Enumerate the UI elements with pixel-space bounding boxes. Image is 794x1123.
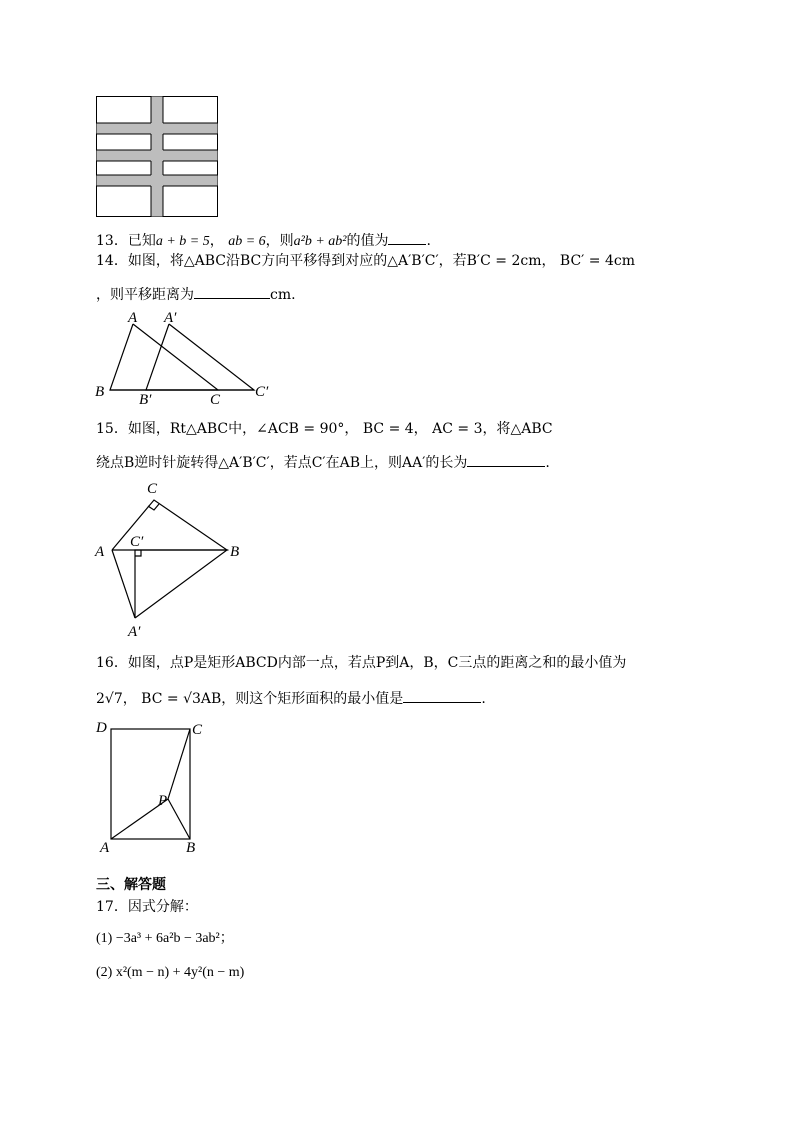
question-13 bbox=[96, 230, 431, 251]
unit-text: cm. bbox=[270, 287, 296, 303]
question-17 bbox=[96, 898, 198, 916]
answer-blank[interactable] bbox=[467, 452, 545, 467]
question-16-line-1 bbox=[96, 654, 626, 672]
label-P: P bbox=[158, 793, 168, 809]
question-text: ，则 bbox=[265, 233, 294, 249]
triangle-a-prime-b-prime-c-prime bbox=[135, 550, 227, 618]
period: . bbox=[545, 455, 550, 471]
question-14-line-1 bbox=[96, 252, 635, 270]
section-heading: 三、解答题 bbox=[96, 877, 166, 893]
question-text: 的值为 bbox=[346, 233, 389, 249]
question-text: 因式分解： bbox=[127, 899, 198, 915]
question-16-line-2 bbox=[96, 688, 486, 708]
question-number: 13． bbox=[96, 233, 128, 249]
question-text: 绕点B逆时针旋转得△A′B′C′，若点C′在AB上，则AA′的长为 bbox=[96, 455, 468, 471]
condition-sum: a + b = 5 bbox=[155, 234, 210, 249]
answer-blank[interactable] bbox=[403, 688, 481, 703]
label-C: C bbox=[147, 481, 158, 497]
label-C: C bbox=[192, 722, 203, 738]
horizontal-road-2 bbox=[97, 150, 218, 161]
question-14-line-2 bbox=[96, 284, 296, 304]
question-text: 如图，Rt△ABC中，∠ACB = 90°， BC = 4， AC = 3，将△ABC bbox=[127, 421, 553, 437]
question-number: 16． bbox=[96, 655, 128, 671]
label-C-prime: C′ bbox=[255, 384, 269, 400]
triangle-abc bbox=[110, 324, 218, 390]
question-number: 15． bbox=[96, 421, 128, 437]
label-B-prime: B′ bbox=[139, 392, 152, 408]
label-A-prime: A′ bbox=[128, 624, 141, 640]
label-D: D bbox=[96, 720, 107, 736]
question-number: 14． bbox=[96, 253, 128, 269]
label-C: C bbox=[210, 392, 221, 408]
label-A: A bbox=[128, 310, 138, 326]
horizontal-road-1 bbox=[97, 123, 218, 134]
label-B: B bbox=[186, 840, 196, 856]
label-B: B bbox=[230, 544, 240, 560]
rotation-figure bbox=[90, 478, 250, 640]
question-15-line-2 bbox=[96, 452, 550, 472]
triangle-a-prime-b-prime-c-prime bbox=[146, 324, 254, 390]
question-text: 如图，将△ABC沿BC方向平移得到对应的△A′B′C′，若B′C = 2cm， BC′ = 4cm bbox=[127, 253, 636, 269]
road-grid-figure bbox=[96, 96, 220, 218]
right-angle-mark-c-prime bbox=[135, 550, 141, 556]
question-15-line-1 bbox=[96, 420, 553, 438]
label-B: B bbox=[95, 384, 105, 400]
question-text: ，则平移距离为 bbox=[96, 287, 194, 303]
segment-pb bbox=[168, 799, 190, 839]
expression: a²b + ab² bbox=[293, 234, 347, 249]
label-A: A bbox=[95, 544, 105, 560]
label-C-prime: C′ bbox=[130, 534, 144, 550]
answer-blank[interactable] bbox=[388, 230, 426, 245]
separator: ， bbox=[209, 233, 224, 249]
question-text: 如图，点P是矩形ABCD内部一点，若点P到A，B，C三点的距离之和的最小值为 bbox=[127, 655, 627, 671]
period: . bbox=[481, 691, 486, 707]
translation-figure bbox=[90, 308, 280, 408]
question-17-part-2: (2) x²(m − n) + 4y²(n − m) bbox=[96, 965, 245, 980]
label-A: A bbox=[100, 840, 110, 856]
question-text: 2√7， BC = √3AB，则这个矩形面积的最小值是 bbox=[96, 691, 404, 707]
answer-blank[interactable] bbox=[194, 284, 270, 299]
horizontal-road-3 bbox=[97, 175, 218, 186]
rectangle-abcd bbox=[111, 729, 190, 839]
rectangle-figure bbox=[92, 714, 222, 859]
label-A-prime: A′ bbox=[164, 310, 177, 326]
question-number: 17． bbox=[96, 899, 128, 915]
segment-pc bbox=[168, 729, 190, 799]
question-17-part-1: (1) −3a³ + 6a²b − 3ab²； bbox=[96, 931, 234, 946]
question-text: 已知 bbox=[127, 233, 156, 249]
period: . bbox=[426, 233, 431, 249]
condition-product: ab = 6 bbox=[228, 234, 266, 249]
